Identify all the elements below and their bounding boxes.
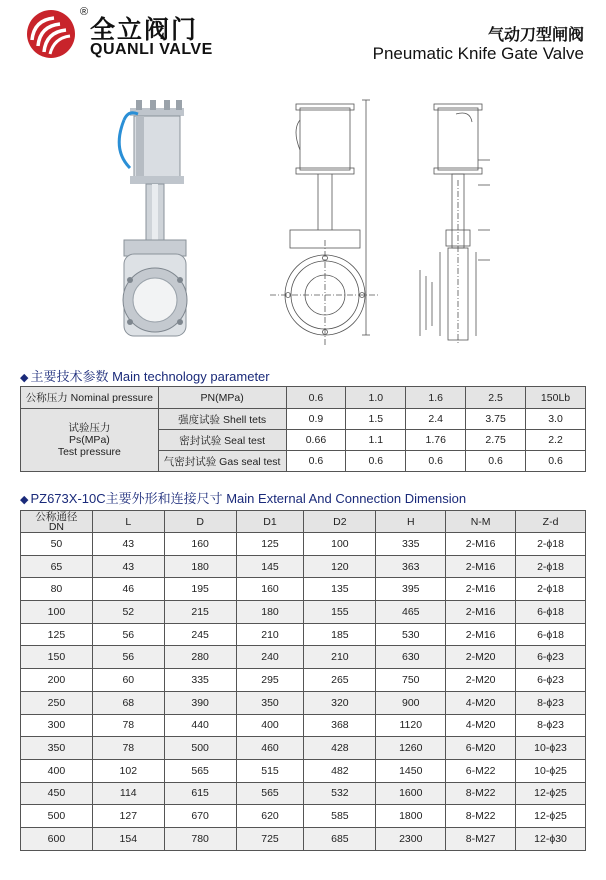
test-pressure-label: [21, 409, 159, 472]
table-cell: 145: [236, 555, 304, 578]
table-cell: 460: [236, 737, 304, 760]
table-cell: 350: [236, 691, 304, 714]
table-cell: 2.4: [406, 409, 466, 430]
table-cell: 125: [236, 533, 304, 556]
seal-test-label: 密封试验 Seal test: [158, 430, 286, 451]
product-drawings: [0, 90, 606, 360]
table-cell: 3.0: [526, 409, 586, 430]
table-cell: 500: [21, 805, 93, 828]
table-cell: 615: [164, 782, 236, 805]
table-cell: 0.6: [406, 451, 466, 472]
table-cell: 200: [21, 669, 93, 692]
table-cell: 160: [164, 533, 236, 556]
table-cell: 532: [304, 782, 376, 805]
brand-name-cn: 全立阀门: [90, 15, 199, 44]
table-cell: 450: [21, 782, 93, 805]
table-cell: 2300: [376, 827, 446, 850]
table-cell: 100: [304, 533, 376, 556]
table-cell: 363: [376, 555, 446, 578]
nominal-pressure-label: 公称压力 Nominal pressure: [21, 387, 159, 409]
table-cell: 295: [236, 669, 304, 692]
table-cell: 335: [164, 669, 236, 692]
table-cell: 8-M22: [446, 805, 516, 828]
table-cell: 180: [164, 555, 236, 578]
technology-parameter-table: [20, 386, 586, 472]
table-cell: 6-M22: [446, 759, 516, 782]
table-cell: 12-ϕ25: [516, 805, 586, 828]
section-heading-dimensions: [20, 488, 466, 507]
table-cell: 320: [304, 691, 376, 714]
test-label-cn: 试验压力: [68, 422, 111, 434]
table-cell: 240: [236, 646, 304, 669]
table-cell: 120: [304, 555, 376, 578]
column-header-l: L: [92, 511, 164, 533]
table-row: [21, 555, 586, 578]
table-cell: 8-M27: [446, 827, 516, 850]
table-cell: 400: [21, 759, 93, 782]
table-cell: 127: [92, 805, 164, 828]
table-cell: 428: [304, 737, 376, 760]
table-row: [21, 646, 586, 669]
front-view-drawing: [270, 100, 380, 345]
table-cell: 1.76: [406, 430, 466, 451]
table-row: [21, 827, 586, 850]
table-row: [21, 387, 586, 409]
table-cell: 2-ϕ18: [516, 578, 586, 601]
test-label-en: Test pressure: [57, 446, 121, 458]
table-row: [21, 623, 586, 646]
table-cell: 215: [164, 601, 236, 624]
column-header-d1: D1: [236, 511, 304, 533]
dimension-table-body: [21, 533, 586, 851]
gas-seal-test-label: 气密封试验 Gas seal test: [158, 451, 286, 472]
table-cell: 68: [92, 691, 164, 714]
table-cell: 335: [376, 533, 446, 556]
table-row: [21, 782, 586, 805]
table-cell: 46: [92, 578, 164, 601]
pn-label: PN(MPa): [158, 387, 286, 409]
table-cell: 6-ϕ18: [516, 623, 586, 646]
table-cell: 0.9: [286, 409, 346, 430]
table-cell: 12-ϕ25: [516, 782, 586, 805]
table-cell: 52: [92, 601, 164, 624]
table-cell: 6-M20: [446, 737, 516, 760]
table-cell: 482: [304, 759, 376, 782]
table-cell: 3.75: [466, 409, 526, 430]
header-dn-cn: 公称通径: [35, 510, 78, 523]
table-cell: 395: [376, 578, 446, 601]
table-cell: 2.2: [526, 430, 586, 451]
table-cell: 1600: [376, 782, 446, 805]
table-cell: 0.6: [526, 451, 586, 472]
pn-value: 2.5: [466, 387, 526, 409]
table-cell: 2-M16: [446, 555, 516, 578]
table-cell: 1450: [376, 759, 446, 782]
table-cell: 440: [164, 714, 236, 737]
table-cell: 265: [304, 669, 376, 692]
table-cell: 155: [304, 601, 376, 624]
diamond-bullet-icon: ◆: [20, 494, 29, 506]
table-cell: 2-M16: [446, 578, 516, 601]
column-header-d: D: [164, 511, 236, 533]
table-cell: 515: [236, 759, 304, 782]
table-cell: 56: [92, 646, 164, 669]
column-header-h: H: [376, 511, 446, 533]
table-cell: 12-ϕ30: [516, 827, 586, 850]
table-cell: 100: [21, 601, 93, 624]
table-row: [21, 533, 586, 556]
pn-value: 150Lb: [526, 387, 586, 409]
table-cell: 0.6: [466, 451, 526, 472]
column-header-dn: [21, 511, 93, 533]
pn-value: 0.6: [286, 387, 346, 409]
table-cell: 585: [304, 805, 376, 828]
product-title-cn: 气动刀型闸阀: [487, 25, 584, 44]
table-cell: 1.5: [346, 409, 406, 430]
table-cell: 2.75: [466, 430, 526, 451]
table-cell: 685: [304, 827, 376, 850]
section-title: 主要技术参数 Main technology parameter: [30, 369, 270, 384]
header-dn-en: DN: [48, 520, 65, 533]
table-cell: 6-ϕ23: [516, 646, 586, 669]
table-cell: 65: [21, 555, 93, 578]
table-cell: 154: [92, 827, 164, 850]
table-cell: 565: [164, 759, 236, 782]
section-heading-technology: [20, 366, 270, 385]
table-cell: 102: [92, 759, 164, 782]
table-cell: 280: [164, 646, 236, 669]
table-cell: 8-M22: [446, 782, 516, 805]
valve-photo: [119, 100, 187, 336]
dimension-table: [20, 510, 586, 851]
table-cell: 10-ϕ23: [516, 737, 586, 760]
table-cell: 565: [236, 782, 304, 805]
table-cell: 368: [304, 714, 376, 737]
table-cell: 8-ϕ23: [516, 714, 586, 737]
table-cell: 78: [92, 737, 164, 760]
table-cell: 150: [21, 646, 93, 669]
column-header-z-d: Z-d: [516, 511, 586, 533]
table-cell: 180: [236, 601, 304, 624]
table-cell: 2-M16: [446, 623, 516, 646]
table-row: [21, 578, 586, 601]
table-cell: 160: [236, 578, 304, 601]
table-row: [21, 409, 586, 430]
table-cell: 620: [236, 805, 304, 828]
table-cell: 1800: [376, 805, 446, 828]
table-cell: 2-M16: [446, 533, 516, 556]
table-cell: 780: [164, 827, 236, 850]
table-row: [21, 691, 586, 714]
table-cell: 8-ϕ23: [516, 691, 586, 714]
table-cell: 725: [236, 827, 304, 850]
column-header-n-m: N-M: [446, 511, 516, 533]
table-cell: 135: [304, 578, 376, 601]
brand-logo: [24, 8, 294, 60]
section-title: PZ673X-10C主要外形和连接尺寸 Main External And Connection Dimension: [30, 491, 467, 506]
brand-name-en: QUANLI VALVE: [90, 41, 213, 58]
table-cell: 50: [21, 533, 93, 556]
table-row: [21, 759, 586, 782]
table-cell: 4-M20: [446, 714, 516, 737]
table-cell: 43: [92, 555, 164, 578]
table-cell: 0.66: [286, 430, 346, 451]
table-cell: 2-M20: [446, 646, 516, 669]
pn-value: 1.6: [406, 387, 466, 409]
table-cell: 114: [92, 782, 164, 805]
table-row: [21, 737, 586, 760]
quanli-logo-icon: [24, 8, 78, 60]
table-row: [21, 669, 586, 692]
table-cell: 56: [92, 623, 164, 646]
diamond-bullet-icon: ◆: [20, 372, 29, 384]
table-row: [21, 805, 586, 828]
table-cell: 390: [164, 691, 236, 714]
side-view-drawing: [420, 104, 490, 345]
table-cell: 10-ϕ25: [516, 759, 586, 782]
table-cell: 350: [21, 737, 93, 760]
table-cell: 195: [164, 578, 236, 601]
table-cell: 60: [92, 669, 164, 692]
table-cell: 185: [304, 623, 376, 646]
table-cell: 4-M20: [446, 691, 516, 714]
product-title-en: Pneumatic Knife Gate Valve: [372, 44, 584, 63]
table-row: [21, 714, 586, 737]
table-cell: 6-ϕ18: [516, 601, 586, 624]
table-cell: 2-M16: [446, 601, 516, 624]
table-cell: 2-M20: [446, 669, 516, 692]
table-cell: 245: [164, 623, 236, 646]
table-cell: 1260: [376, 737, 446, 760]
shell-test-label: 强度试验 Shell tets: [158, 409, 286, 430]
table-cell: 1120: [376, 714, 446, 737]
table-cell: 300: [21, 714, 93, 737]
test-label-unit: Ps(MPa): [68, 434, 110, 446]
table-cell: 43: [92, 533, 164, 556]
table-cell: 500: [164, 737, 236, 760]
registered-mark: ®: [80, 6, 89, 18]
table-cell: 2-ϕ18: [516, 533, 586, 556]
table-cell: 125: [21, 623, 93, 646]
table-cell: 0.6: [286, 451, 346, 472]
table-cell: 400: [236, 714, 304, 737]
table-cell: 465: [376, 601, 446, 624]
table-cell: 0.6: [346, 451, 406, 472]
column-header-d2: D2: [304, 511, 376, 533]
table-row: [21, 601, 586, 624]
table-cell: 2-ϕ18: [516, 555, 586, 578]
table-cell: 750: [376, 669, 446, 692]
table-cell: 1.1: [346, 430, 406, 451]
table-cell: 250: [21, 691, 93, 714]
table-cell: 6-ϕ23: [516, 669, 586, 692]
table-cell: 630: [376, 646, 446, 669]
table-cell: 670: [164, 805, 236, 828]
table-cell: 210: [236, 623, 304, 646]
table-cell: 80: [21, 578, 93, 601]
table-cell: 900: [376, 691, 446, 714]
table-cell: 78: [92, 714, 164, 737]
pn-value: 1.0: [346, 387, 406, 409]
table-cell: 600: [21, 827, 93, 850]
table-cell: 530: [376, 623, 446, 646]
table-cell: 210: [304, 646, 376, 669]
table-header-row: [21, 511, 586, 533]
